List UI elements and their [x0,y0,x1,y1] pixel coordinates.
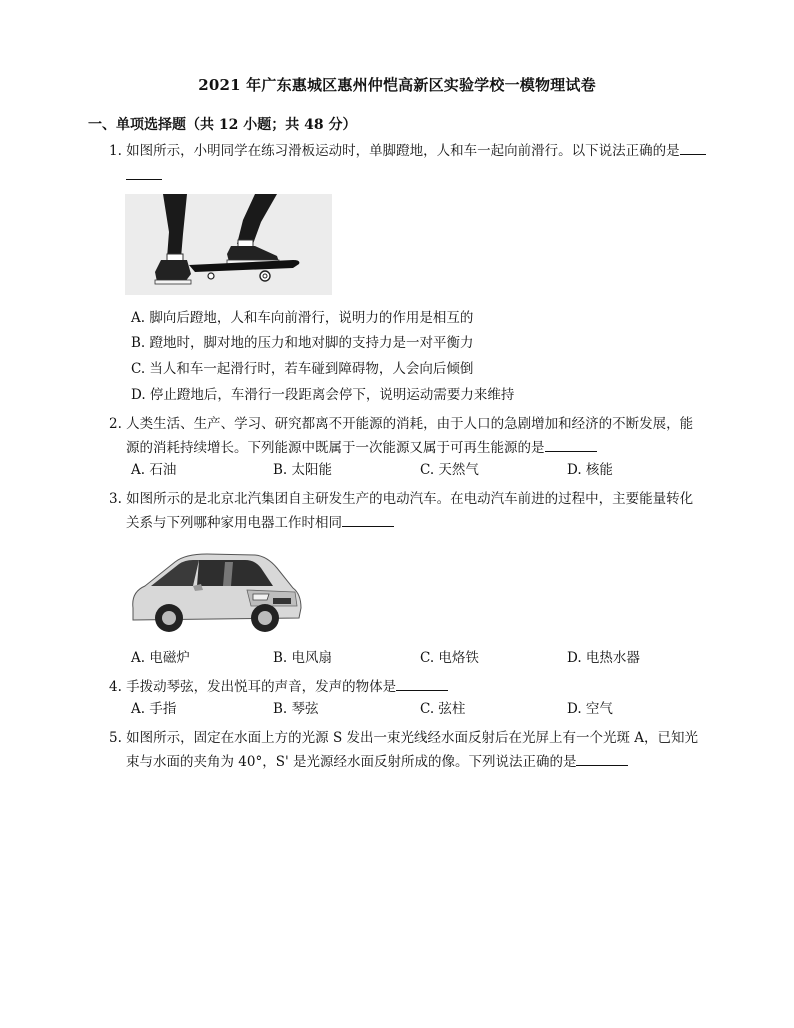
question-3-option-b[interactable]: B. 电风扇 [273,650,333,666]
question-5-text: 束与水面的夹角为 40°，S' 是光源经水面反射所成的像。下列说法正确的是 [126,754,577,770]
question-3-option-c[interactable]: C. 电烙铁 [420,650,479,666]
electric-car-illustration [127,546,305,638]
question-2-option-a[interactable]: A. 石油 [131,462,177,478]
question-1-option-b[interactable]: B. 蹬地时，脚对地的压力和地对脚的支持力是一对平衡力 [131,335,474,351]
question-2-option-b[interactable]: B. 太阳能 [273,462,333,478]
question-5-line-2 [126,750,628,775]
question-3-line-2 [126,511,394,536]
question-3-text: 关系与下列哪种家用电器工作时相同 [126,515,342,531]
answer-blank[interactable] [545,437,597,452]
question-3-option-a[interactable]: A. 电磁炉 [131,650,190,666]
question-4-option-b[interactable]: B. 琴弦 [273,701,319,717]
page-title: 2021 年广东惠城区惠州仲恺高新区实验学校一模物理试卷 [198,76,596,94]
answer-blank[interactable] [396,676,448,691]
answer-blank[interactable] [126,165,162,180]
skateboard-illustration [125,194,332,295]
question-1-option-d[interactable]: D. 停止蹬地后，车滑行一段距离会停下，说明运动需要力来维持 [131,387,515,403]
question-1-stem [109,139,706,164]
question-4-text: 4. 手拨动琴弦，发出悦耳的声音，发声的物体是 [109,679,397,695]
section-heading: 一、单项选择题（共 12 小题；共 48 分） [88,117,357,133]
answer-blank[interactable] [576,751,628,766]
question-2-option-d[interactable]: D. 核能 [567,462,613,478]
question-2-option-c[interactable]: C. 天然气 [420,462,479,478]
question-1-blank-cont [126,164,162,189]
question-3-option-d[interactable]: D. 电热水器 [567,650,640,666]
question-1-option-a[interactable]: A. 脚向后蹬地，人和车向前滑行，说明力的作用是相互的 [131,310,474,326]
question-1-option-c[interactable]: C. 当人和车一起滑行时，若车碰到障碍物，人会向后倾倒 [131,361,474,377]
question-1-text: 1. 如图所示，小明同学在练习滑板运动时，单脚蹬地，人和车一起向前滑行。以下说法正确的是 [109,143,680,159]
question-2-text: 源的消耗持续增长。下列能源中既属于一次能源又属于可再生能源的是 [126,440,545,456]
question-2-line-1: 2. 人类生活、生产、学习、研究都离不开能源的消耗，由于人口的急剧增加和经济的不断发展，能 [109,416,694,432]
question-5-line-1: 5. 如图所示，固定在水面上方的光源 S 发出一束光线经水面反射后在光屏上有一个光斑 A，已知光 [109,730,699,746]
question-4-stem [109,675,448,700]
question-4-option-d[interactable]: D. 空气 [567,701,613,717]
answer-blank[interactable] [680,140,706,155]
skateboard-image [125,194,332,295]
question-4-option-c[interactable]: C. 弦柱 [420,701,466,717]
question-2-line-2 [126,436,597,461]
question-3-line-1: 3. 如图所示的是北京北汽集团自主研发生产的电动汽车。在电动汽车前进的过程中，主要能量转化 [109,491,694,507]
car-image [127,546,305,638]
question-4-option-a[interactable]: A. 手指 [131,701,177,717]
answer-blank[interactable] [342,512,394,527]
